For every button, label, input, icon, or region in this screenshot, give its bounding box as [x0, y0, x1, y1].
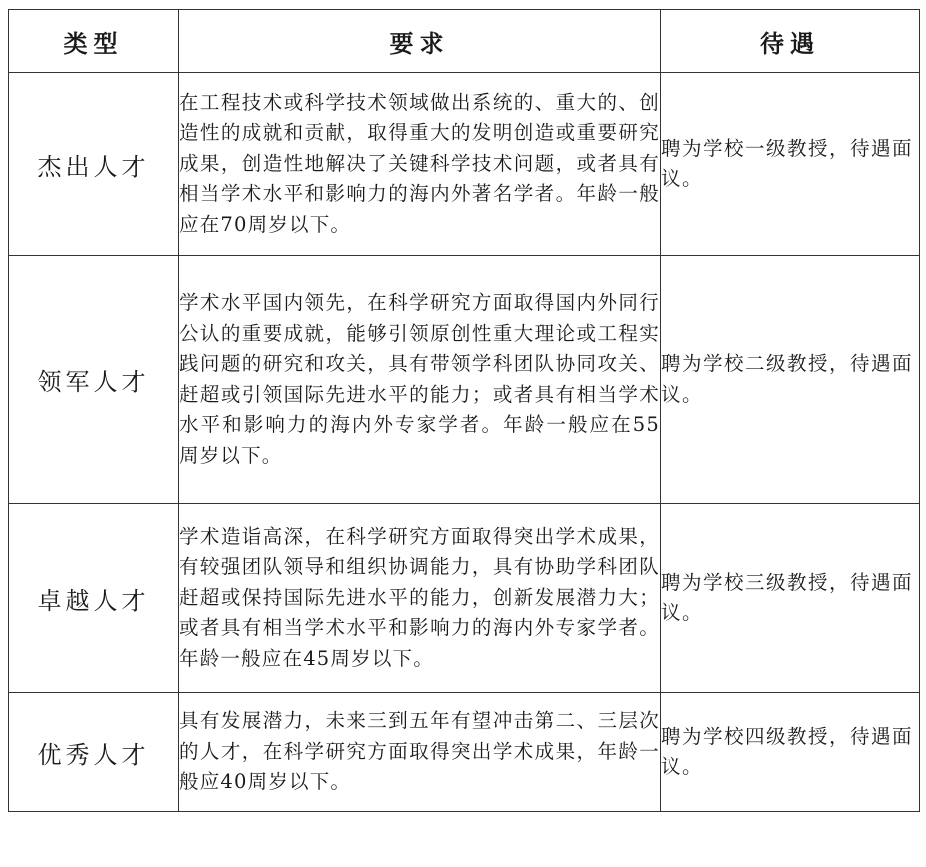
talent-type-cell: 领军人才	[9, 256, 179, 504]
header-row	[9, 10, 920, 73]
benefits-cell: 聘为学校一级教授，待遇面议。	[661, 73, 920, 256]
header-benefits: 待遇	[661, 10, 920, 73]
table-row	[9, 693, 920, 812]
talent-requirements-table	[8, 9, 920, 812]
talent-type-cell: 杰出人才	[9, 73, 179, 256]
benefits-cell: 聘为学校三级教授，待遇面议。	[661, 504, 920, 693]
talent-type-cell: 优秀人才	[9, 693, 179, 812]
requirements-cell: 具有发展潜力，未来三到五年有望冲击第二、三层次的人才，在科学研究方面取得突出学术成果，年龄一般应40周岁以下。	[179, 693, 661, 812]
requirements-cell: 学术水平国内领先，在科学研究方面取得国内外同行公认的重要成就，能够引领原创性重大理论或工程实践问题的研究和攻关，具有带领学科团队协同攻关、赶超或引领国际先进水平的能力；或者具有相当学术水平和影响力的海内外专家学者。年龄一般应在55周岁以下。	[179, 256, 661, 504]
header-type: 类型	[9, 10, 179, 73]
benefits-cell: 聘为学校四级教授，待遇面议。	[661, 693, 920, 812]
table-row	[9, 504, 920, 693]
header-requirements: 要求	[179, 10, 661, 73]
requirements-cell: 在工程技术或科学技术领域做出系统的、重大的、创造性的成就和贡献，取得重大的发明创造或重要研究成果，创造性地解决了关键科学技术问题，或者具有相当学术水平和影响力的海内外著名学者。年龄一般应在70周岁以下。	[179, 73, 661, 256]
table-row	[9, 256, 920, 504]
benefits-cell: 聘为学校二级教授，待遇面议。	[661, 256, 920, 504]
requirements-cell: 学术造诣高深，在科学研究方面取得突出学术成果，有较强团队领导和组织协调能力，具有协助学科团队赶超或保持国际先进水平的能力，创新发展潜力大；或者具有相当学术水平和影响力的海内外专家学者。年龄一般应在45周岁以下。	[179, 504, 661, 693]
talent-type-cell: 卓越人才	[9, 504, 179, 693]
table-row	[9, 73, 920, 256]
